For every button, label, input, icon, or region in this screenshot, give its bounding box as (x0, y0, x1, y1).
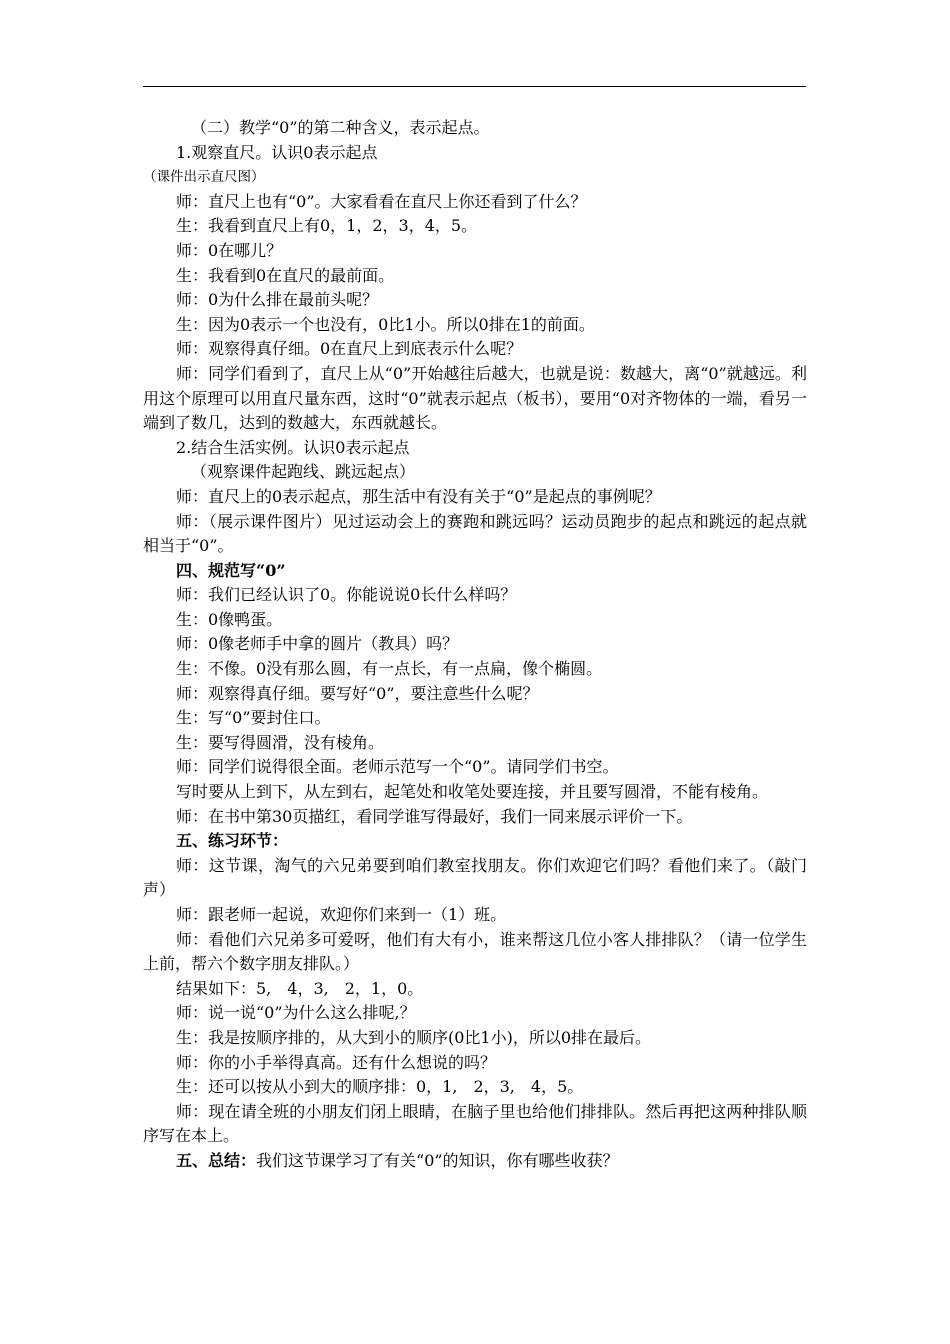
paragraph-line: 生：我看到直尺上有0，1，2，3，4，5。 (176, 216, 478, 236)
paragraph-line: 师：这节课，淘气的六兄弟要到咱们教室找朋友。你们欢迎它们吗？看他们来了。（敲门声） (143, 855, 807, 900)
document-body (143, 116, 807, 1174)
paragraph-line: 师：0在哪儿？ (176, 240, 283, 260)
paragraph-line: 2.结合生活实例。认识0表示起点 (176, 437, 410, 457)
summary-text: 我们这节课学习了有关“0”的知识，你有哪些收获？ (256, 1150, 619, 1170)
paragraph-line: 结果如下：5, 4，3, 2，1，0。 (176, 978, 424, 998)
paragraph-line: 师：观察得真仔细。要写好“0”，要注意些什么呢？ (176, 683, 539, 703)
paragraph-line: （观察课件起跑线、跳远起点） (191, 462, 416, 482)
section-heading: 四、规范写“0” (176, 560, 286, 580)
paragraph-line: 师：我们已经认识了0。你能说说0长什么样吗？ (176, 585, 517, 605)
paragraph-line: 师：在书中第30页描红，看同学谁写得最好，我们一同来展示评价一下。 (176, 806, 693, 826)
summary-paragraph (143, 1149, 807, 1174)
paragraph-line: 师：直尺上的0表示起点，那生活中有没有关于“0”是起点的事例呢？ (176, 486, 661, 506)
paragraph-line: （课件出示直尺图） (143, 169, 265, 186)
paragraph-line: 师：你的小手举得真高。还有什么想说的吗？ (176, 1052, 497, 1072)
paragraph-line: 生：要写得圆滑，没有棱角。 (176, 732, 385, 752)
paragraph-line: 生：0像鸭蛋。 (176, 609, 283, 629)
paragraph-line: 师：0像老师手中拿的圆片（教具）吗？ (176, 634, 459, 654)
summary-label: 五、总结： (176, 1150, 257, 1170)
paragraph-line: 师：（展示课件图片）见过运动会上的赛跑和跳远吗？运动员跑步的起点和跳远的起点就相当于“0”。 (143, 511, 807, 556)
paragraph-line: 师：跟老师一起说，欢迎你们来到一（1）班。 (176, 905, 507, 924)
paragraph-line: 师：观察得真仔细。0在直尺上到底表示什么呢？ (176, 339, 523, 359)
paragraph-line: 生：我是按顺序排的，从大到小的顺序(0比1小)，所以0排在最后。 (176, 1027, 652, 1047)
paragraph-line: 师：同学们说得很全面。老师示范写一个“0”。请同学们书空。 (176, 757, 619, 777)
paragraph-line: 师：0为什么排在最前头呢？ (176, 290, 379, 310)
paragraph-line: 生：因为0表示一个也没有，0比1小。所以0排在1的前面。 (176, 314, 595, 334)
paragraph-line: （二）教学“0”的第二种含义，表示起点。 (191, 118, 490, 137)
paragraph-line: 师：直尺上也有“0”。大家看看在直尺上你还看到了什么？ (176, 191, 587, 211)
paragraph-line: 生：写“0”要封住口。 (176, 708, 331, 728)
section-heading: 五、练习环节： (176, 831, 289, 851)
paragraph-line: 1.观察直尺。认识0表示起点 (176, 142, 378, 162)
paragraph-line: 师：说一说“0”为什么这么排呢,？ (176, 1003, 416, 1023)
header-rule (143, 86, 806, 87)
paragraph-line: 师：同学们看到了，直尺上从“0”开始越往后越大，也就是说：数越大，离“0”就越远。利用这个原理可以用直尺量东西，这时“0”就表示起点（板书），要用“0对齐物体的一端，看另一端到了数几，达到的数越大，东西就越长。 (143, 363, 807, 433)
paragraph-line: 生：我看到0在直尺的最前面。 (176, 265, 395, 285)
paragraph-line: 生：还可以按从小到大的顺序排：0，1, 2，3, 4，5。 (176, 1077, 584, 1097)
paragraph-list (143, 116, 807, 1149)
paragraph-line: 师：现在请全班的小朋友们闭上眼睛，在脑子里也给他们排排队。然后再把这两种排队顺序写在本上。 (143, 1101, 807, 1146)
paragraph-line: 写时要从上到下，从左到右，起笔处和收笔处要连接，并且要写圆滑，不能有棱角。 (176, 782, 769, 802)
paragraph-line: 生：不像。0没有那么圆，有一点长，有一点扁，像个椭圆。 (176, 659, 603, 679)
paragraph-line: 师：看他们六兄弟多可爱呀，他们有大有小，谁来帮这几位小客人排排队？（请一位学生上前，帮六个数字朋友排队。） (143, 929, 807, 974)
